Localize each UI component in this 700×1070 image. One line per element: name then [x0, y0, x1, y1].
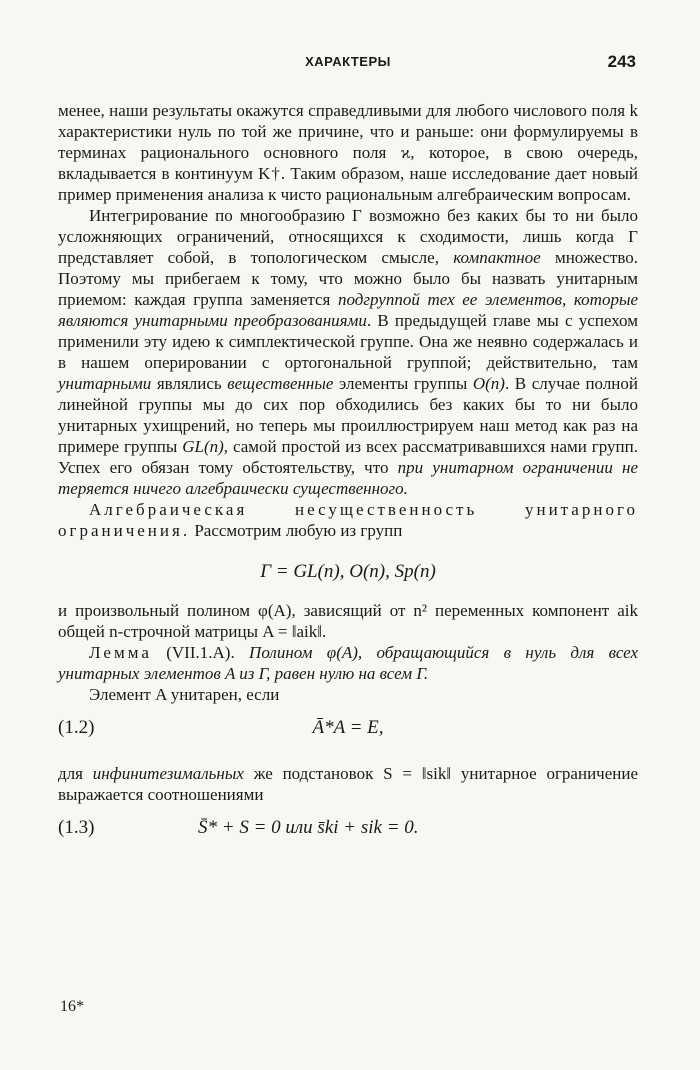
emphasis: подгруппой тех ее элементов, которые являются унитарными преобразованиями [58, 290, 639, 330]
equation-body: S̄* + S = 0 или s̄ki + sik = 0. [198, 817, 419, 838]
equation-label: (1.3) [58, 817, 95, 838]
text-run: , самой простой из всех рассматривавшихся нами групп. Успех его обязан тому обстоятельству, что [58, 437, 638, 477]
emphasis: при унитарном ограничении не теряется ничего алгебраически существенного. [58, 458, 638, 498]
page-header [58, 52, 638, 76]
text-run: же подстановок S = ‖sik‖ унитарное ограничение выражается соотношениями [58, 764, 638, 804]
paragraph-1: менее, наши результаты окажутся справедливыми для любого числового поля k характеристики нуль по той же причине, что и раньше: они формулируемы в терминах рационального основного поля ϰ, которое, в свою очередь, вкладывается в континуум K†. Таким образом, наше исследование дает новый пример применения анализа к чисто рациональным алгебраическим вопросам. [58, 101, 638, 204]
formula-groups: Γ = GL(n), O(n), Sp(n) [260, 561, 436, 582]
text-run: . В предыдущей главе мы с успехом применили эту идею к симплектической группе. Она же неявно содержалась и в нашем оперировании с ортогональной группой; действительно, там [58, 311, 638, 372]
lemma-label: Лемма [89, 643, 152, 662]
page-number: 243 [607, 52, 636, 71]
paragraph-6 [58, 763, 638, 805]
text-run: Интегрирование по многообразию Γ возможно без каких бы то ни было усложняющих ограничений, относящихся к сходимости, лишь когда Γ представляет собой, в топологическом смысле, [58, 206, 638, 267]
signature-mark: 16* [60, 998, 84, 1015]
paragraph-4: и произвольный полином φ(A), зависящий от n² переменных компонент aik общей n-строчной матрицы A = ‖aik‖. [58, 601, 638, 641]
text-run: Рассмотрим любую из групп [190, 521, 403, 540]
text-run: элементы группы [333, 374, 473, 393]
equation-body: Ā*A = E, [312, 717, 384, 738]
equation-label: (1.2) [58, 717, 95, 738]
paragraph-5: Элемент A унитарен, если [89, 685, 280, 704]
emphasis: инфинитезимальных [92, 764, 244, 783]
lemma [58, 642, 638, 684]
emphasis: унитарными [58, 374, 152, 393]
emphasis: компактное [453, 248, 541, 267]
text-run: . В случае полной линейной группы мы до сих пор обходились без каких бы то ни было унитарных ухищрений, но теперь мы проиллюстрируем наш метод как раз на примере группы [58, 374, 638, 456]
paragraph-2 [58, 205, 638, 499]
text-run: для [58, 764, 93, 783]
text-run: являлись [151, 374, 228, 393]
section-spaced-title: Алгебраическая несущественность унитарного ограничения. [58, 500, 638, 540]
paragraph-3 [58, 499, 638, 541]
math-inline: O(n) [472, 374, 505, 393]
equation-1-3 [58, 817, 638, 847]
text-run: множество. Поэтому мы прибегаем к тому, что можно было бы назвать унитарным приемом: каждая группа заменяется [58, 248, 638, 309]
lemma-text: Полином φ(A), обращающийся в нуль для всех унитарных элементов A из Γ, равен нулю на всем Γ. [58, 643, 639, 683]
lemma-number: (VII.1.A). [151, 643, 250, 662]
equation-1-2 [58, 717, 638, 747]
page-body [58, 100, 638, 863]
emphasis: вещественные [227, 374, 334, 393]
running-head: ХАРАКТЕРЫ [305, 54, 391, 69]
math-inline: GL(n) [182, 437, 224, 456]
